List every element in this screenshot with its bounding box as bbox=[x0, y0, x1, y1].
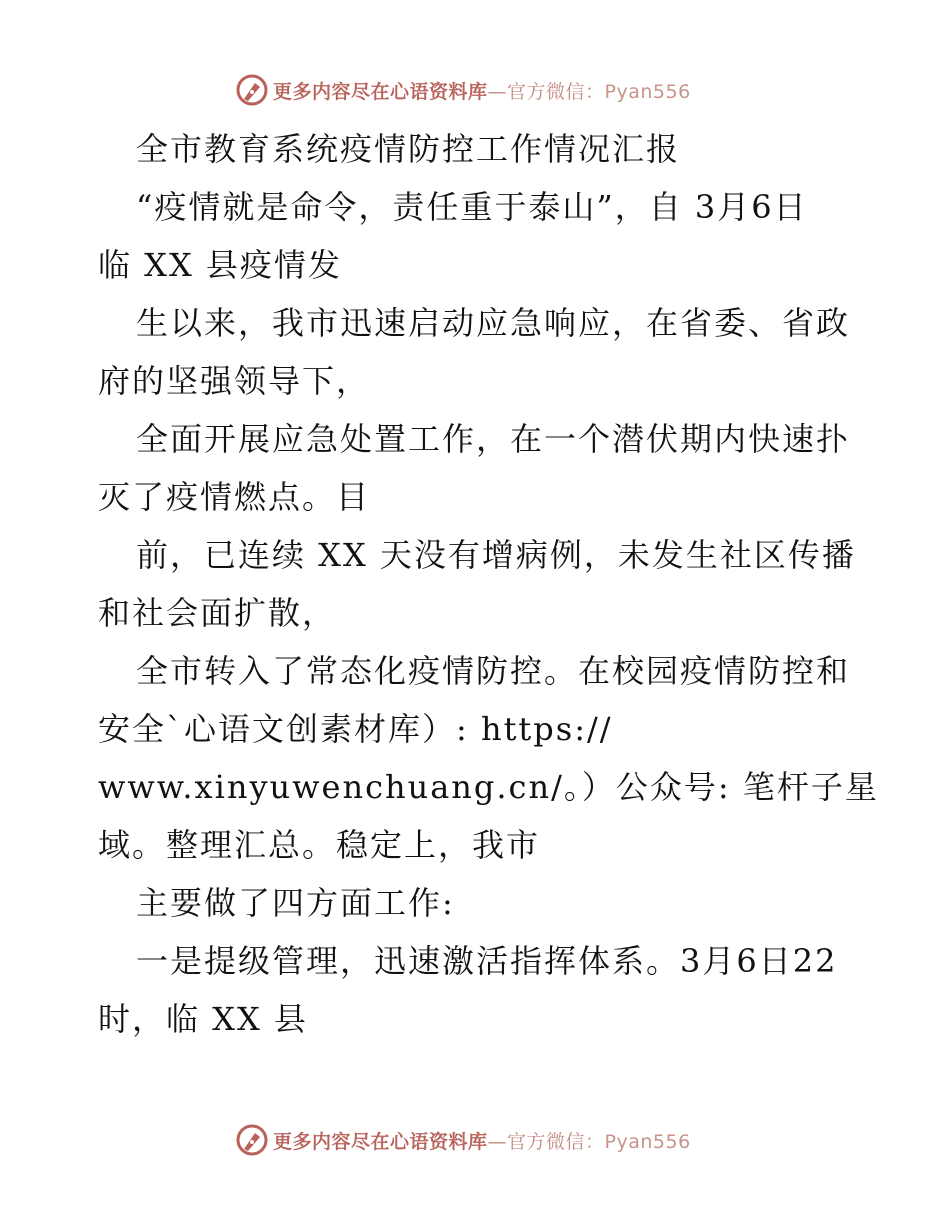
paragraph-line: 安全`心语文创素材库）: https:// bbox=[98, 710, 613, 748]
paragraph-line: www.xinyuwenchuang.cn/。）公众号: 笔杆子星 bbox=[98, 768, 879, 806]
paragraph-line: 生以来，我市迅速启动应急响应，在省委、省政 bbox=[136, 304, 851, 342]
paragraph-line: 全市转入了常态化疫情防控。在校园疫情防控和 bbox=[136, 652, 851, 690]
paragraph-line: “疫情就是命令，责任重于泰山”，自 3月6日 bbox=[136, 188, 808, 226]
paragraph-line: 时，临 XX 县 bbox=[98, 1000, 308, 1038]
pen-nib-logo-icon bbox=[235, 1123, 269, 1157]
paragraph-line: 灭了疫情燃点。目 bbox=[98, 478, 371, 516]
document-title: 全市教育系统疫情防控工作情况汇报 bbox=[136, 130, 681, 168]
paragraph-line: 全面开展应急处置工作，在一个潜伏期内快速扑 bbox=[136, 420, 851, 458]
paragraph-line: 一是提级管理，迅速激活指挥体系。3月6日22 bbox=[136, 942, 838, 980]
document-body bbox=[98, 120, 879, 1048]
pen-nib-logo-icon bbox=[235, 73, 269, 107]
watermark-text: 更多内容尽在心语资料库—官方微信：Pyan556 bbox=[273, 80, 691, 103]
paragraph-line: 和社会面扩散， bbox=[98, 594, 337, 632]
header-watermark bbox=[235, 72, 691, 108]
watermark-text: 更多内容尽在心语资料库—官方微信：Pyan556 bbox=[273, 1130, 691, 1153]
footer-watermark bbox=[235, 1122, 691, 1158]
paragraph-line: 府的坚强领导下， bbox=[98, 362, 371, 400]
paragraph-line: 主要做了四方面工作: bbox=[136, 884, 455, 922]
paragraph-line: 临 XX 县疫情发 bbox=[98, 246, 342, 284]
paragraph-line: 域。整理汇总。稳定上，我市 bbox=[98, 826, 541, 864]
paragraph-line: 前，已连续 XX 天没有增病例，未发生社区传播 bbox=[136, 536, 856, 574]
